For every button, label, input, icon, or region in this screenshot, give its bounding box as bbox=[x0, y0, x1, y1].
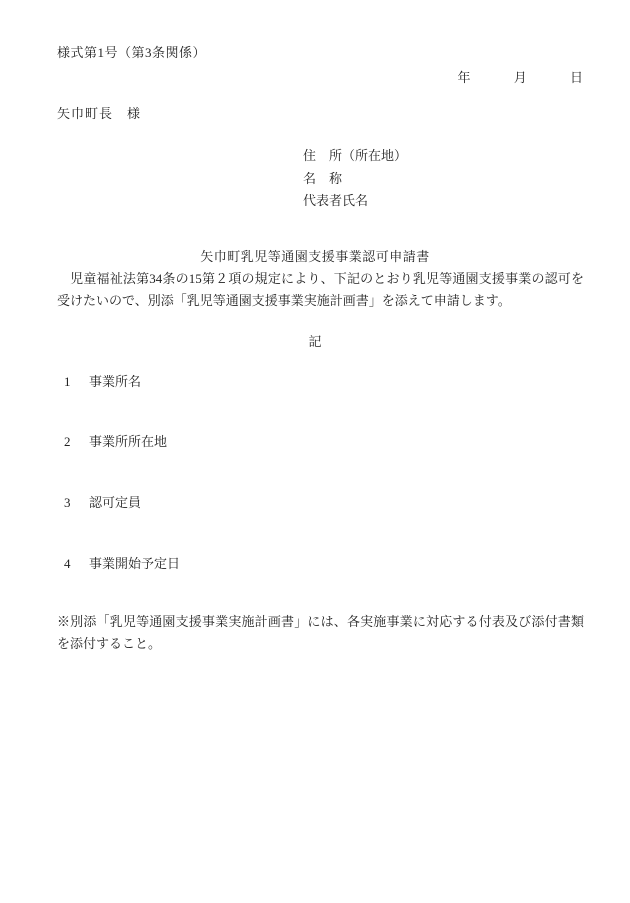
day-label: 日 bbox=[569, 70, 583, 85]
body-paragraph: 児童福祉法第34条の15第２項の規定により、下記のとおり乳児等通園支援事業の認可を受けたいので、別添「乳児等通園支援事業実施計画書」を添えて申請します。 bbox=[57, 271, 584, 308]
list-item-business-location bbox=[64, 431, 167, 450]
list-item-approved-capacity bbox=[64, 492, 141, 511]
applicant-address-label: 住 所（所在地） bbox=[303, 148, 408, 163]
list-item-planned-start-date bbox=[64, 553, 180, 572]
applicant-block bbox=[303, 145, 407, 213]
applicant-representative-label: 代表者氏名 bbox=[303, 193, 369, 208]
applicant-name-label: 名 称 bbox=[303, 170, 343, 186]
record-marker: 記 bbox=[308, 334, 322, 349]
item-label: 事業所名 bbox=[89, 374, 142, 389]
year-label: 年 bbox=[457, 70, 471, 85]
attachment-note: ※別添「乳児等通園支援事業実施計画書」には、各実施事業に対応する付表及び添付書類を添付すること。 bbox=[57, 614, 584, 651]
item-number: 4 bbox=[64, 556, 71, 571]
list-item-business-name bbox=[64, 371, 141, 390]
page-title: 矢巾町乳児等通園支援事業認可申請書 bbox=[200, 249, 430, 264]
addressee: 矢巾町長 様 bbox=[57, 106, 142, 121]
item-label: 事業所所在地 bbox=[89, 434, 168, 449]
item-number: 1 bbox=[64, 374, 71, 389]
month-label: 月 bbox=[513, 70, 527, 85]
item-label: 事業開始予定日 bbox=[89, 556, 181, 571]
date-line bbox=[457, 67, 583, 86]
item-number: 2 bbox=[64, 434, 71, 449]
item-label: 認可定員 bbox=[89, 495, 142, 510]
form-number: 様式第1号（第3条関係） bbox=[57, 45, 207, 60]
item-number: 3 bbox=[64, 495, 71, 510]
